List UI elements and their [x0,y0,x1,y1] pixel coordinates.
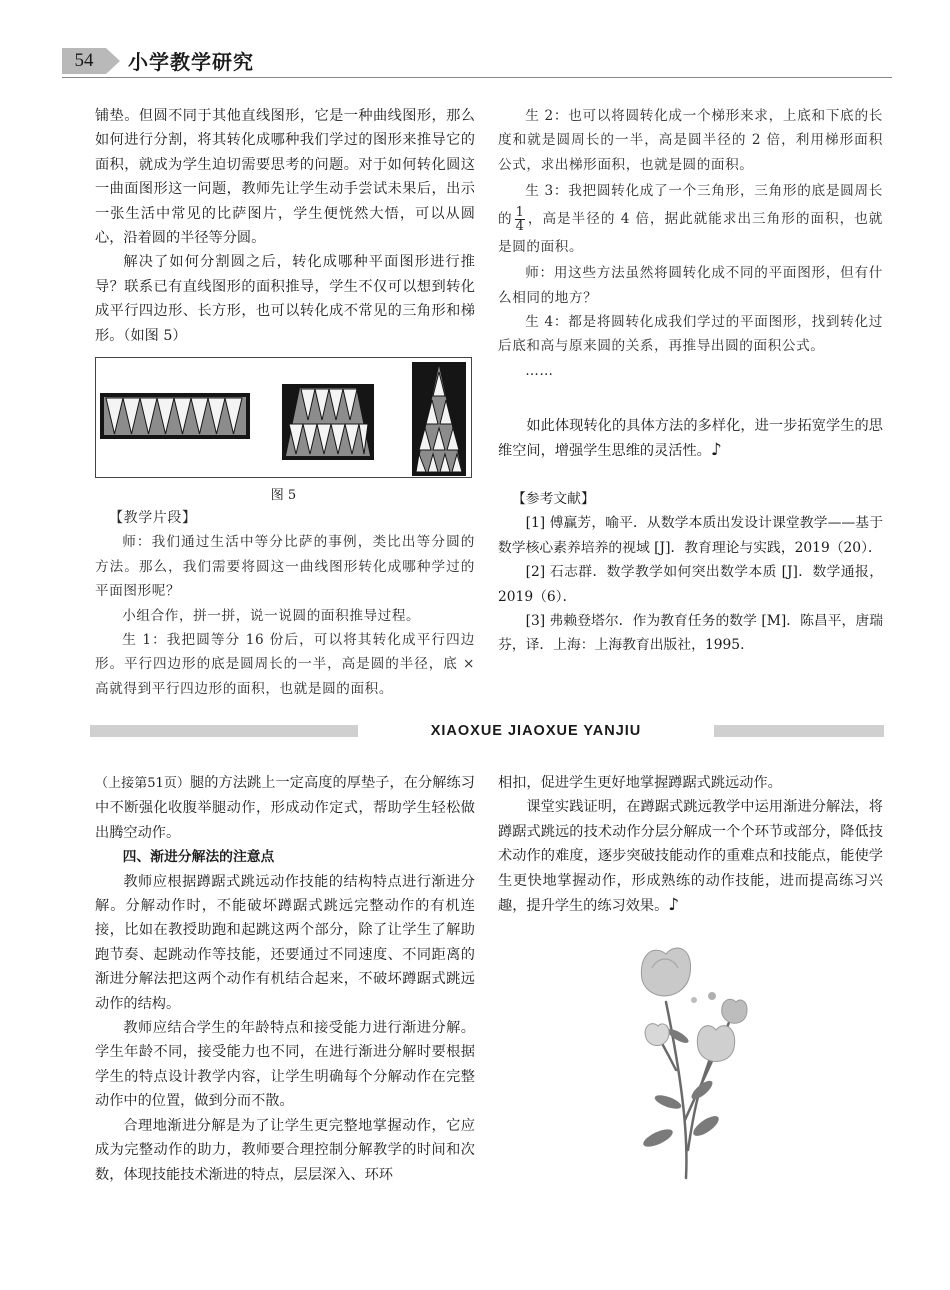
end-note-icon: ♪ [710,440,722,461]
section-label: 【教学片段】 [109,510,197,526]
trapezoid-sectors [282,384,374,460]
parallelogram-sectors [100,393,250,439]
student-1-dialogue: 生 1：我把圆等分 16 份后，可以将其转化成平行四边形。平行四边形的底是圆周长的一半，高是圆的半径，底 × 高就得到平行四边形的面积，也就是圆的面积。 [95,632,475,697]
page-number-arrow [106,48,120,74]
fraction-one-quarter [515,206,526,233]
student-3-text-b: ，高是半径的 4 倍，据此就能求出三角形的面积，也就是圆的面积。 [498,211,883,256]
summary-text: 如此体现转化的具体方法的多样化，进一步拓宽学生的思维空间，增强学生思维的灵活性。 [498,418,883,460]
teacher-question: 师：用这些方法虽然将圆转化成不同的平面图形，但有什么相同的地方？ [498,265,883,306]
fraction-denominator: 4 [515,219,525,235]
right-column-bottom [498,771,883,918]
student-3-text-a: 生 3：我把圆转化成了一个三角形，三角形的底是圆周长的 [498,183,883,228]
paragraph: 解决了如何分割圆之后，转化成哪种平面图形进行推导？联系已有直线图形的面积推导，学生不仅可以想到转化成平行四边形、长方形，也可以转化成不常见的三角形和梯形。（如图 5） [95,254,475,344]
references-title: 【参考文献】 [512,491,595,507]
band-text: XIAOXUE JIAOXUE YANJIU [358,721,714,741]
continued-paragraph [95,771,475,845]
reference-item: [2] 石志群．数学教学如何突出数学本质 [J]．数学通报，2019（6）． [498,564,883,605]
figure-5 [95,357,472,478]
band-bar-right [714,725,884,737]
figure-caption: 图 5 [270,488,297,503]
continued-note: （上接第51页） [95,776,190,791]
section-heading: 四、渐进分解法的注意点 [122,849,275,866]
summary-block [498,414,883,464]
page-header [62,44,892,78]
right-column-top [498,104,883,383]
group-activity: 小组合作，拼一拼，说一说圆的面积推导过程。 [122,607,421,624]
reference-item: [3] 弗赖登塔尔．作为教育任务的数学 [M]．陈昌平，唐瑞芬，译．上海：上海教育出版社，1995. [498,613,883,654]
flower-icon [628,940,752,1180]
paragraph: 教师应结合学生的年龄特点和接受能力进行渐进分解。学生年龄不同，接受能力也不同，在进行渐进分解时要根据学生的特点设计教学内容，让学生明确每个分解动作在完整动作中的位置，做到分而不散。 [95,1020,475,1110]
references [498,487,883,658]
end-note-icon: ♪ [668,895,680,916]
paragraph: 教师应根据蹲踞式跳远动作技能的结构特点进行渐进分解。分解动作时，不能破坏蹲踞式跳远完整动作的有机连接，比如在教授助跑和起跳这两个部分，除了让学生了解助跑节奏、起跳动作等技能，还要通过不同速度、不同距离的渐进分解法把这两个动作有机结合起来，不破坏蹲踞式跳远动作的结构。 [95,873,475,1012]
reference-item: [1] 傅赢芳，喻平．从数学本质出发设计课堂教学——基于数学核心素养培养的视域 [J]．教育理论与实践，2019（20）． [498,515,883,556]
left-column-bottom [95,771,475,1187]
triangle-sectors [412,362,466,476]
student-3-dialogue [498,177,883,261]
page-number: 54 [62,48,106,74]
flower-illustration [628,940,752,1180]
paragraph: 合理地渐进分解是为了让学生更完整地掌握动作，它应成为完整动作的助力，教师要合理控制分解教学的时间和次数，体现技能技术渐进的特点，层层深入、环环 [95,1117,475,1183]
figure-5-illustration [96,358,473,479]
journal-title: 小学教学研究 [128,50,254,74]
left-column-top [95,104,475,348]
summary-paragraph [498,414,883,464]
band-bar-left [90,725,358,737]
fraction-numerator: 1 [515,205,525,221]
ellipsis: …… [525,362,554,379]
student-2-dialogue: 生 2：也可以将圆转化成一个梯形来求，上底和下底的长度和就是圆周长的一半，高是圆半径的 2 倍，利用梯形面积公式，求出梯形面积，也就是圆的面积。 [498,108,883,173]
paragraph [498,795,883,918]
continued-text: 腿的方法跳上一定高度的厚垫子，在分解练习中不断强化收腹举腿动作，形成动作定式，帮助学生轻松做出腾空动作。 [95,775,475,841]
teaching-excerpt [95,506,475,701]
student-4-dialogue: 生 4：都是将圆转化成我们学过的平面图形，找到转化过后底和高与原来圆的关系，再推导出圆的面积公式。 [498,314,883,355]
journal-band [90,722,884,740]
teacher-dialogue: 师：我们通过生活中等分比萨的事例，类比出等分圆的方法。那么，我们需要将圆这一曲线图形转化成哪种学过的平面图形呢？ [95,534,475,600]
paragraph: 相扣，促进学生更好地掌握蹲踞式跳远动作。 [498,775,782,791]
flower-blooms [641,948,747,1061]
header-rule [62,77,892,78]
paragraph-text: 课堂实践证明，在蹲踞式跳远教学中运用渐进分解法，将蹲踞式跳远的技术动作分层分解成一个个环节或部分，降低技术动作的难度，逐步突破技能动作的重难点和技能点，能使学生更快地掌握动作，形成熟练的动作技能，进而提高练习兴趣，提升学生的练习效果。 [498,799,883,915]
paragraph: 铺垫。但圆不同于其他直线图形，它是一种曲线图形，那么如何进行分割，将其转化成哪种我们学过的图形来推导它的面积，就成为学生迫切需要思考的问题。对于如何转化圆这一曲面图形这一问题，教师先让学生动手尝试未果后，出示一张生活中常见的比萨图片，学生便恍然大悟，可以从圆心，沿着圆的半径等分圆。 [95,108,475,247]
